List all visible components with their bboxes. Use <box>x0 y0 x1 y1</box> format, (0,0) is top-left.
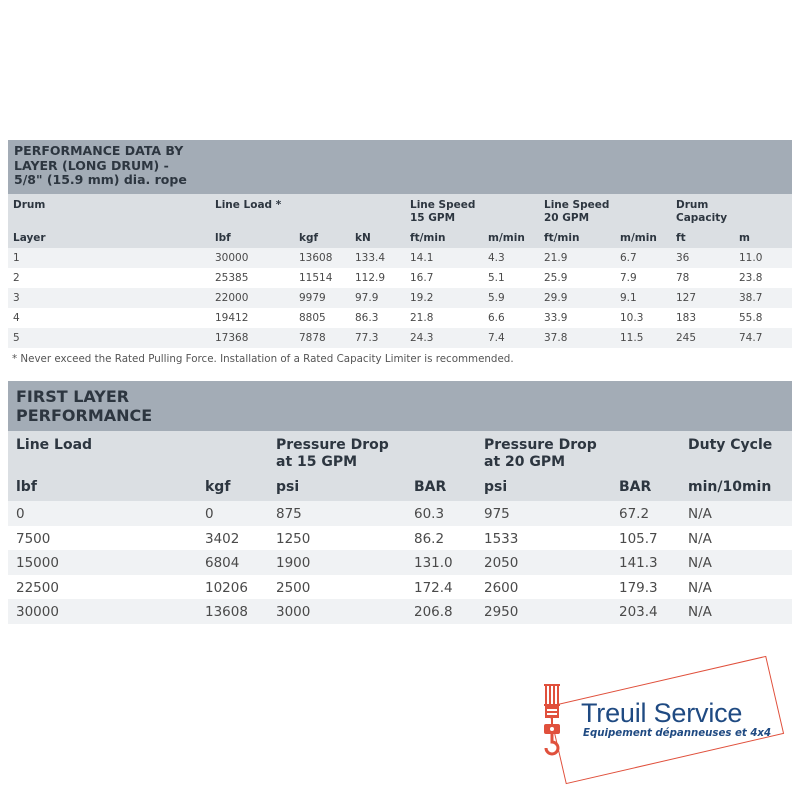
header-bar-15: BAR <box>414 479 447 495</box>
table-cell: 203.4 <box>619 604 658 620</box>
table-cell: 38.7 <box>739 292 763 304</box>
header-capacity-b: Capacity <box>676 212 728 224</box>
header-m: m <box>739 232 750 244</box>
table-cell: 141.3 <box>619 555 658 571</box>
table-cell: 2500 <box>276 579 311 596</box>
header-kgf: kgf <box>299 232 319 244</box>
header-psi-20: psi <box>484 479 508 495</box>
table-cell: 105.7 <box>619 530 658 547</box>
table-cell: 4.3 <box>488 252 505 264</box>
table-row <box>8 248 792 268</box>
table-cell: 86.3 <box>355 312 379 324</box>
crane-hook-icon <box>540 684 564 760</box>
table-cell: 4 <box>13 312 20 324</box>
table-row <box>8 501 792 526</box>
table-cell: 1900 <box>276 555 311 571</box>
header-min-per-10min: min/10min <box>688 479 772 495</box>
table-cell: 19412 <box>215 312 249 324</box>
header-pressure-drop-15: Pressure Drop <box>276 437 389 453</box>
brand-name: Treuil Service <box>581 698 743 728</box>
table-cell: 22500 <box>16 579 59 596</box>
table-cell: N/A <box>688 530 712 547</box>
header-psi-15: psi <box>276 479 300 495</box>
header-kn: kN <box>355 232 371 244</box>
table-cell: 3402 <box>205 530 240 547</box>
table-cell: 30000 <box>215 252 249 264</box>
performance-table-by-layer <box>8 140 792 365</box>
table-cell: 30000 <box>16 604 59 620</box>
table-cell: 0 <box>205 506 214 522</box>
header-ft: ft <box>676 232 686 244</box>
table-cell: N/A <box>688 579 712 596</box>
table-cell: 22000 <box>215 292 249 304</box>
table-cell: 24.3 <box>410 332 434 344</box>
table-cell: 183 <box>676 312 697 324</box>
table-cell: 2 <box>13 272 20 284</box>
table-cell: 10.3 <box>620 312 644 324</box>
table-cell: 10206 <box>205 579 248 596</box>
table-cell: 13608 <box>205 604 248 620</box>
table-cell: N/A <box>688 555 712 571</box>
table-cell: 14.1 <box>410 252 434 264</box>
table-cell: 9979 <box>299 292 326 304</box>
table-row <box>8 268 792 288</box>
header-kgf: kgf <box>205 479 231 495</box>
table-cell: 19.2 <box>410 292 434 304</box>
header-speed15: Line Speed <box>410 199 476 211</box>
table-cell: 15000 <box>16 555 59 571</box>
table-row <box>8 599 792 624</box>
footnote: * Never exceed the Rated Pulling Force. Installation of a Rated Capacity Limiter is recommended. <box>12 353 514 365</box>
header-duty-cycle: Duty Cycle <box>688 437 773 453</box>
table-cell: 13608 <box>299 252 333 264</box>
table-cell: 11514 <box>299 272 333 284</box>
table-row <box>8 328 792 348</box>
table1-body <box>8 248 792 348</box>
header-capacity: Drum <box>676 199 709 211</box>
table2-header <box>8 431 792 501</box>
table-cell: 7.4 <box>488 332 505 344</box>
table-cell: 21.9 <box>544 252 568 264</box>
header-layer: Layer <box>13 232 46 244</box>
table-cell: 6804 <box>205 555 240 571</box>
table-cell: 5.1 <box>488 272 505 284</box>
header-speed20: Line Speed <box>544 199 610 211</box>
table-row <box>8 575 792 600</box>
header-pressure-drop-15-gpm: at 15 GPM <box>276 454 358 470</box>
table-cell: N/A <box>688 604 712 620</box>
table-row <box>8 288 792 308</box>
table-row <box>8 550 792 575</box>
header-ftmin-15: ft/min <box>410 232 446 244</box>
header-line-load: Line Load * <box>215 199 282 211</box>
header-mmin-15: m/min <box>488 232 525 244</box>
table-cell: 172.4 <box>414 579 453 596</box>
table-cell: 975 <box>484 506 510 522</box>
header-speed20-gpm: 20 GPM <box>544 212 590 224</box>
table-cell: 55.8 <box>739 312 763 324</box>
table-cell: 2050 <box>484 555 519 571</box>
table-cell: 245 <box>676 332 697 344</box>
table-cell: 23.8 <box>739 272 763 284</box>
table-cell: 6.7 <box>620 252 637 264</box>
table-cell: 1 <box>13 252 20 264</box>
table-cell: 17368 <box>215 332 249 344</box>
table-cell: 29.9 <box>544 292 568 304</box>
table-cell: 37.8 <box>544 332 568 344</box>
table-cell: 97.9 <box>355 292 379 304</box>
table-cell: 0 <box>16 506 25 522</box>
table-cell: 127 <box>676 292 697 304</box>
table-cell: 60.3 <box>414 506 445 522</box>
table-cell: 8805 <box>299 312 326 324</box>
table-cell: 25385 <box>215 272 249 284</box>
header-speed15-gpm: 15 GPM <box>410 212 456 224</box>
table2-body <box>8 501 792 624</box>
header-drum: Drum <box>13 199 46 211</box>
table-cell: 5 <box>13 332 20 344</box>
table-cell: 11.5 <box>620 332 644 344</box>
header-lbf: lbf <box>16 479 37 495</box>
table1-header <box>8 194 792 248</box>
table-cell: 9.1 <box>620 292 637 304</box>
table-cell: 179.3 <box>619 579 658 596</box>
header-line-load: Line Load <box>16 437 93 453</box>
table-cell: 7500 <box>16 530 51 547</box>
table-cell: 77.3 <box>355 332 379 344</box>
table-cell: 74.7 <box>739 332 763 344</box>
table2-title: FIRST LAYER PERFORMANCE <box>8 381 792 431</box>
header-ftmin-20: ft/min <box>544 232 580 244</box>
header-mmin-20: m/min <box>620 232 657 244</box>
table1-title: PERFORMANCE DATA BY LAYER (LONG DRUM) - 5/8" (15.9 mm) dia. rope <box>8 140 792 194</box>
table-cell: 112.9 <box>355 272 386 284</box>
header-pressure-drop-20: Pressure Drop <box>484 437 597 453</box>
table-cell: 133.4 <box>355 252 386 264</box>
first-layer-performance-table <box>8 381 792 624</box>
table-cell: 21.8 <box>410 312 434 324</box>
table-cell: 16.7 <box>410 272 434 284</box>
table-cell: N/A <box>688 506 712 522</box>
table-cell: 3 <box>13 292 20 304</box>
table-cell: 1250 <box>276 530 311 547</box>
header-pressure-drop-20-gpm: at 20 GPM <box>484 454 566 470</box>
table-cell: 25.9 <box>544 272 568 284</box>
table-row <box>8 526 792 551</box>
table-cell: 7.9 <box>620 272 637 284</box>
table-cell: 86.2 <box>414 530 445 547</box>
brand-tagline: Equipement dépanneuses et 4x4 <box>583 728 772 739</box>
table-row <box>8 308 792 328</box>
header-lbf: lbf <box>215 232 231 244</box>
table-cell: 5.9 <box>488 292 505 304</box>
table-cell: 875 <box>276 506 302 522</box>
table-cell: 36 <box>676 252 690 264</box>
table-cell: 78 <box>676 272 690 284</box>
table-cell: 6.6 <box>488 312 505 324</box>
table-cell: 2600 <box>484 579 519 596</box>
table-cell: 33.9 <box>544 312 568 324</box>
table-cell: 1533 <box>484 530 519 547</box>
table-cell: 2950 <box>484 604 519 620</box>
header-bar-20: BAR <box>619 479 652 495</box>
table-cell: 7878 <box>299 332 326 344</box>
table-cell: 67.2 <box>619 506 650 522</box>
table-cell: 3000 <box>276 604 311 620</box>
table-cell: 206.8 <box>414 604 453 620</box>
table-cell: 11.0 <box>739 252 763 264</box>
table-cell: 131.0 <box>414 555 453 571</box>
treuil-service-logo <box>536 660 786 780</box>
